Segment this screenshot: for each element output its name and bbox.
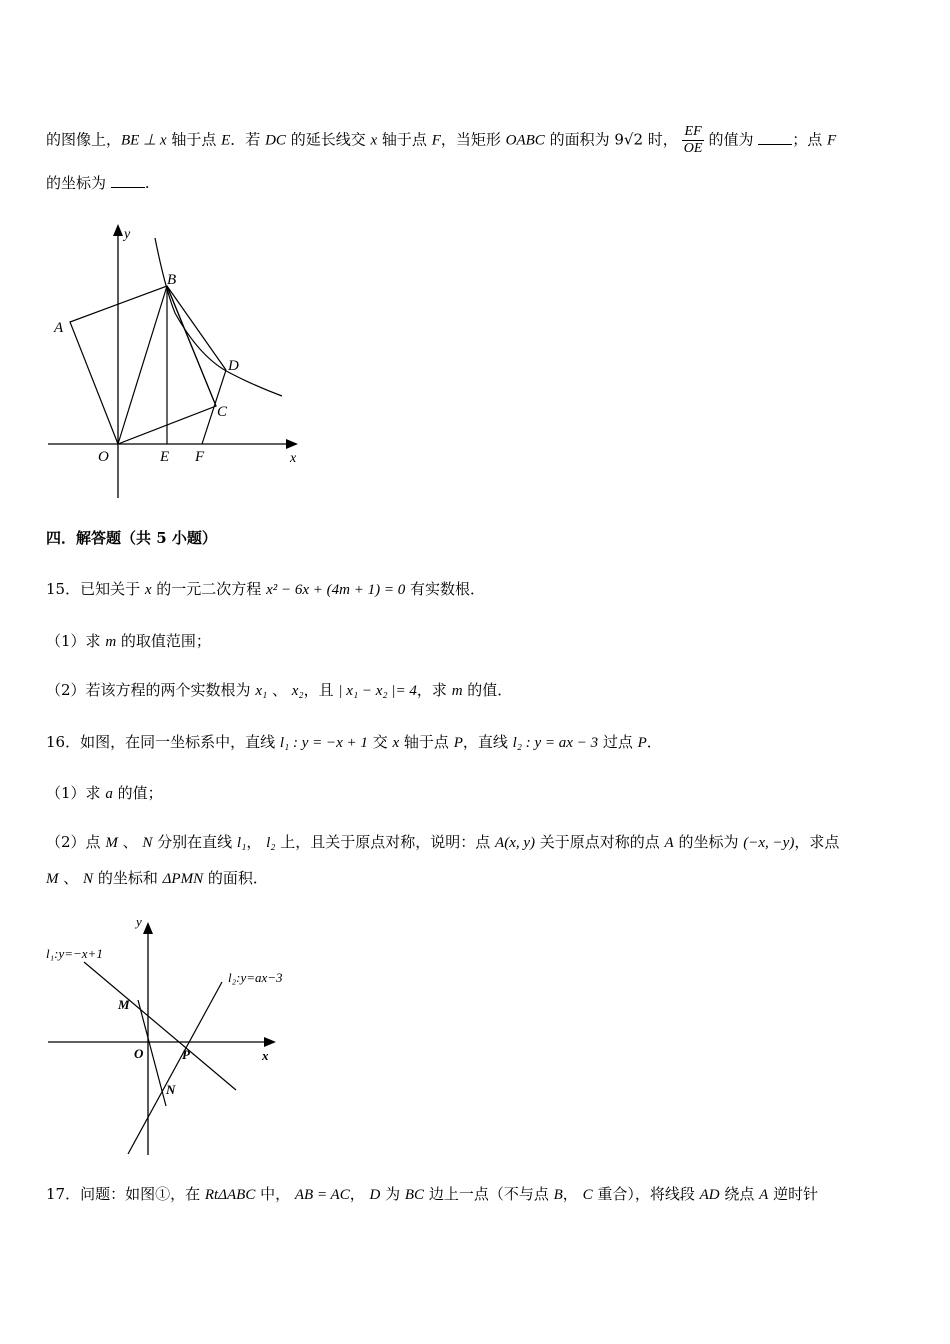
math: AB = AC <box>294 1187 350 1203</box>
label-x: x <box>262 1048 269 1063</box>
math: N <box>83 871 94 887</box>
hyperbola-curve <box>155 238 282 396</box>
math: DC <box>265 132 286 149</box>
q14-line-1 <box>46 124 910 157</box>
math: l₂ <box>266 835 276 851</box>
math: l₁ : y = −x + 1 <box>279 735 368 751</box>
label-d: D <box>228 358 239 374</box>
math: B <box>553 1187 563 1203</box>
y-axis-arrow <box>113 224 123 236</box>
text: 分别在直线 <box>152 833 237 851</box>
math: x² − 6x + (4m + 1) = 0 <box>266 582 406 598</box>
math: m <box>105 634 117 650</box>
math: A <box>759 1187 769 1203</box>
text: 的图像上， <box>46 130 122 149</box>
math: OABC <box>505 132 545 149</box>
text: 过点 <box>598 733 638 751</box>
label-b: B <box>167 272 177 288</box>
q15-part-2 <box>46 679 910 702</box>
text: ；点 <box>792 130 827 149</box>
q17-stem <box>46 1183 910 1206</box>
q16-part-1 <box>46 782 910 805</box>
math: AD <box>699 1187 720 1203</box>
label-n: N <box>166 1082 176 1097</box>
text: 、 <box>117 833 143 851</box>
line-l1 <box>84 962 236 1090</box>
text: 的值． <box>462 681 513 699</box>
label-m: M <box>118 997 130 1012</box>
text: 的面积为 9√2 时， <box>544 130 678 149</box>
text: 关于原点对称的点 <box>535 833 665 851</box>
text: （2）点 <box>46 833 106 851</box>
text: ， <box>562 1185 583 1203</box>
label-e: E <box>160 449 170 465</box>
text: 为 <box>380 1185 405 1203</box>
text: 边上一点（不与点 <box>424 1185 554 1203</box>
line-l2 <box>128 982 222 1154</box>
x-axis-arrow <box>264 1037 276 1047</box>
text: 中， <box>255 1185 295 1203</box>
math: A <box>664 835 674 851</box>
label-o: O <box>134 1046 144 1061</box>
label-f: F <box>195 449 205 465</box>
math: M <box>46 871 59 887</box>
label-p: P <box>182 1047 190 1062</box>
text: （2）若该方程的两个实数根为 <box>46 681 256 699</box>
text: 的坐标为 <box>46 174 111 192</box>
segment-ob <box>118 286 167 444</box>
text: 的延长线交 <box>285 130 371 149</box>
math: RtΔABC <box>204 1187 256 1203</box>
text: ，求点 <box>794 833 840 851</box>
math: M <box>105 835 118 851</box>
math: ΔPMN <box>162 871 204 887</box>
math: BE ⊥ x <box>121 132 167 149</box>
math: N <box>142 835 153 851</box>
label-l1: l₁:y=−x+1 <box>46 946 103 961</box>
q15-part-1 <box>46 630 910 653</box>
fraction-denominator: OE <box>683 141 703 156</box>
text: 绕点 <box>719 1185 760 1203</box>
text: 16．如图，在同一坐标系中，直线 <box>46 733 280 751</box>
text: 交 <box>367 733 393 751</box>
answer-blank-2[interactable] <box>111 175 145 188</box>
fraction-ef-oe <box>682 124 705 157</box>
text: 轴于点 <box>377 130 432 149</box>
q14-line-2 <box>46 172 910 194</box>
figure-two-lines <box>40 910 310 1160</box>
text: ，当矩形 <box>440 130 506 149</box>
label-a: A <box>54 320 64 336</box>
label-c: C <box>217 404 228 420</box>
label-y: y <box>136 914 142 929</box>
text: 轴于点 <box>399 733 454 751</box>
figure-rectangle-hyperbola <box>40 218 310 503</box>
math: x <box>370 132 378 149</box>
text: 的坐标为 <box>673 833 744 851</box>
text: 的取值范围； <box>116 632 211 650</box>
math: E <box>221 132 231 149</box>
x-axis-arrow <box>286 439 298 449</box>
text: 的坐标和 <box>93 869 163 887</box>
math: BC <box>404 1187 425 1203</box>
text: ． <box>646 733 662 751</box>
text: 的面积． <box>203 869 268 887</box>
text: 15．已知关于 <box>46 580 145 598</box>
text: 的一元二次方程 <box>151 580 267 598</box>
math: x₂ <box>291 683 304 699</box>
math: D <box>369 1187 381 1203</box>
text: 、 <box>267 681 292 699</box>
section-heading: 四．解答题（共 5 小题） <box>46 529 217 547</box>
label-l2: l₂:y=ax−3 <box>228 970 283 985</box>
text: （1）求 <box>46 784 106 802</box>
text: 的值； <box>112 784 163 802</box>
math: (−x, −y) <box>743 835 795 851</box>
text: ，且 <box>303 681 339 699</box>
math: A(x, y) <box>495 835 535 851</box>
math: P <box>453 735 463 751</box>
text: ， <box>349 1185 370 1203</box>
text: . <box>144 174 150 192</box>
q16-part-2 <box>46 831 910 854</box>
fraction-numerator: EF <box>682 124 705 141</box>
text: 轴于点 <box>166 130 222 149</box>
math: l₂ : y = ax − 3 <box>512 735 599 751</box>
q16-stem <box>46 731 910 754</box>
math: l₁ <box>236 835 247 851</box>
text: 上，且关于原点对称，说明：点 <box>275 833 496 851</box>
label-x: x <box>290 451 297 466</box>
math: F <box>431 132 441 149</box>
answer-blank-1[interactable] <box>758 132 792 145</box>
text: 有实数根． <box>405 580 485 598</box>
label-o: O <box>98 449 109 465</box>
label-y: y <box>124 227 131 242</box>
text: 17．问题：如图①，在 <box>46 1185 205 1203</box>
math: a <box>105 786 113 802</box>
text: ．若 <box>230 130 266 149</box>
math: P <box>637 735 647 751</box>
y-axis-arrow <box>143 922 153 934</box>
text: （1）求 <box>46 632 106 650</box>
math: x₁ <box>255 683 268 699</box>
text: ， <box>246 833 267 851</box>
text: 逆时针 <box>768 1185 819 1203</box>
math: C <box>582 1187 593 1203</box>
q15-stem <box>46 578 910 601</box>
text: ，直线 <box>462 733 513 751</box>
q16-part-2-cont <box>46 867 910 890</box>
math: x <box>392 735 400 751</box>
text: 、 <box>58 869 84 887</box>
text: 重合），将线段 <box>592 1185 700 1203</box>
math: F <box>827 132 837 149</box>
math: | x₁ − x₂ |= 4 <box>338 683 417 699</box>
text: ，求 <box>416 681 452 699</box>
text: 的值为 <box>708 130 759 149</box>
math: m <box>451 683 463 699</box>
math: x <box>144 582 152 598</box>
